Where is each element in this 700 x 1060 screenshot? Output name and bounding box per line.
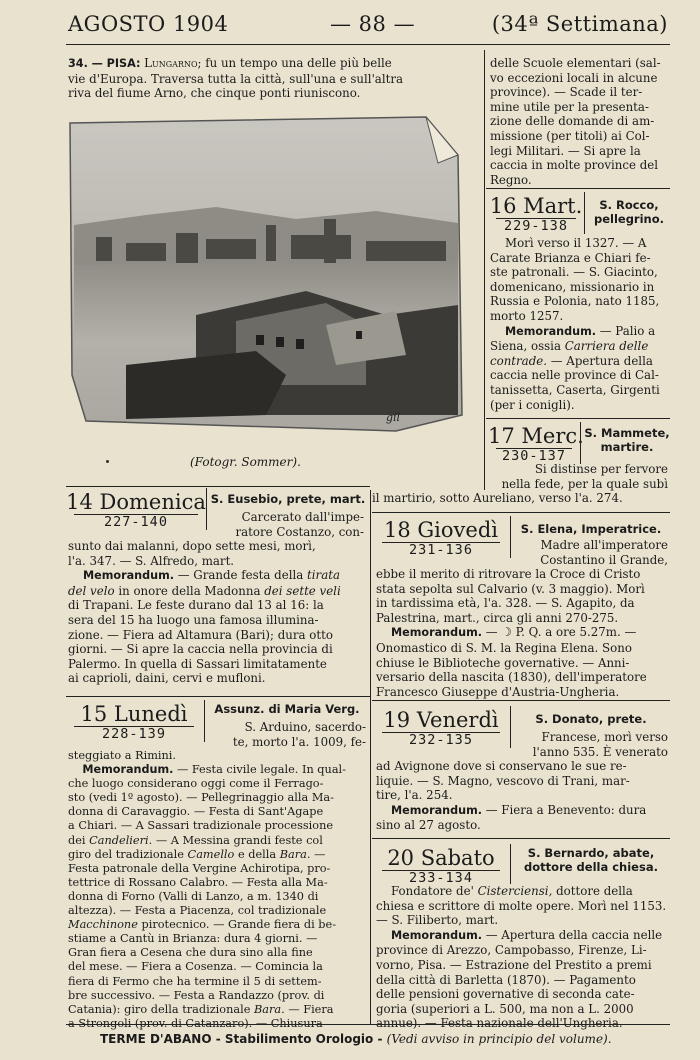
rule-20 (372, 838, 670, 839)
rule-18 (372, 512, 670, 513)
rule-14 (66, 486, 370, 487)
day-14-text-b: sunto dai malanni, dopo sette mesi, morì, l'a. 347. — S. Alfredo, mart. Memorandum. — Grande festa della tirata del velo in onore della Madonna dei sette veli di Trapani. Le feste durano dal 13 al 16: la sera del 15 ha luogo una famosa illumina- zione. — Fiera ad Altamura (Bari); dura otto giorni. — Si apre la caccia nella provincia di Palermo. In quella di Sassari limitatamente ai caprioli, daini, cervi e mufloni. (68, 539, 341, 686)
caption-bullet (106, 460, 109, 463)
day-16-saint: S. Rocco, pellegrino. (593, 198, 665, 226)
page-header (68, 12, 668, 42)
pisa-photograph (66, 115, 466, 435)
day-14-saint: S. Eusebio, prete, mart. (210, 492, 366, 506)
footer-advertisement: TERME D'ABANO - Stabilimento Orologio - (Vedi avviso in principio del volume). (100, 1032, 612, 1046)
day-17-text-a: Si distinse per fervore nella fede, per la quale subì (501, 462, 668, 491)
column-divider-lower (370, 490, 371, 1025)
footer-rule (66, 1024, 670, 1025)
day-18-text-b: ebbe il merito di ritrovare la Croce di Cristo stata sepolta sul Calvario (v. 3 maggio). Morì in tardissima età, l'a. 328. — S. Agapito, da Palestrina, mart., circa gli anni 270-275. Memorandum. — ☽ P. Q. a ore 5.27m. — Onomastico di S. M. la Regina Elena. Sono chiuse le Biblioteche governative. — Anni- versario della nascita (1830), dell'imperatore Francesco Giuseppe d'Austria-Ungheria. (376, 567, 647, 699)
header-month: AGOSTO 1904 (68, 12, 229, 36)
day-15-divider (204, 700, 205, 742)
day-19-text-a: Francese, morì verso l'anno 535. È venerato (532, 730, 668, 759)
day-17-heading: 17 Merc. 230-137 (488, 424, 584, 464)
header-page-number: — 88 — (330, 12, 416, 36)
day-14-heading: 14 Domenica 227-140 (66, 490, 206, 530)
day-20-saint: S. Bernardo, abate, dottore della chiesa. (524, 846, 658, 874)
day-20-text: Fondatore de' Cisterciensi, dottore della chiesa e scrittore di molte opere. Morì nel 1153. — S. Filiberto, mart. Memorandum. — Apertura della caccia nelle province di Arezzo, Campobasso, Firenze, Li- vorno, Pisa. — Estrazione del Prestito a premi della città di Barletta (1870). — Pagamento delle pensioni governative di seconda cate- goria (superiori a L. 500, ma non a L. 2000 annue). — Festa nazionale dell'Ungheria. (376, 884, 667, 1031)
day-15-saint: Assunz. di Maria Verg. (214, 702, 360, 716)
day-15-heading: 15 Lunedì 228-139 (66, 702, 202, 742)
day-18-saint: S. Elena, Imperatrice. (520, 522, 662, 536)
day-18-heading: 18 Giovedì 231-136 (374, 518, 508, 558)
day-16-text: Morì verso il 1327. — A Carate Brianza e Chiari fe- ste patronali. — S. Giacinto, domenicano, missionario in Russia e Polonia, nato 1185, morto 1257. Memorandum. — Palio a Siena, ossia Carriera delle contrade. — Apertura della caccia nelle province di Cal- tanissetta, Caserta, Girgenti (per i conigli). (490, 236, 660, 412)
article-intro: 34. — PISA: Lungarno; fu un tempo una delle più belle vie d'Europa. Traversa tutta la città, sull'una e sull'altra riva del fiume Arno, che cinque ponti riuniscono. (68, 56, 404, 101)
day-17-text-b: il martirio, sotto Aureliano, verso l'a. 274. (372, 491, 623, 505)
rule-19 (372, 700, 670, 701)
day-19-saint: S. Donato, prete. (535, 712, 647, 726)
day-18-text-a: Madre all'imperatore Costantino il Grande, (540, 538, 668, 567)
day-16-divider (584, 192, 585, 234)
day-19-divider (510, 706, 511, 748)
right-top-text: delle Scuole elementari (sal- vo eccezioni locali in alcune province). — Scade il ter- mine utile per la presenta- zione delle domande di am- missione (per titoli) ai Col- legi Militari. — Si apre la caccia in molte province del Regno. (490, 56, 661, 187)
day-16-heading: 16 Mart. 229-138 (489, 194, 583, 234)
rule-17 (486, 418, 670, 419)
day-14-divider (206, 488, 207, 530)
day-15-text-b: steggiato a Rimini. Memorandum. — Festa civile legale. In qual- che luogo considerano oggi come il Ferrago- sto (vedi 1º agosto). — Pellegrinaggio alla Ma- donna di Caravaggio. — Festa di Sant'Agape a Chiari. — A Sassari tradizionale processione dei Candelieri. — A Messina grandi feste col giro del tradizionale Camello e della Bara. — Festa patronale della Vergine Achirotipa, pro- tettrice di Rossano Calabro. — Festa alla Ma- donna di Forno (Valli di Lanzo, a m. 1340 di altezza). — Festa a Piacenza, col tradizionale Macchinone pirotecnico. — Grande fiera di be- stiame a Cantù in Brianza: dura 4 giorni. — Gran fiera a Cesena che dura sino alla fine del mese. — Fiera a Cosenza. — Comincia la fiera di Fermo che ha termine il 5 di settem- bre successivo. — Festa a Randazzo (prov. di Catania): giro della tradizionale Bara. — Fiera a Strongoli (prov. di Catanzaro). — Chiusura (68, 749, 346, 1030)
photo-caption: (Fotogr. Sommer). (190, 455, 301, 469)
day-19-heading: 19 Venerdì 232-135 (383, 708, 499, 748)
photo-signature: gil (386, 411, 401, 424)
day-15-text-a: S. Arduino, sacerdo- te, morto l'a. 1009, fe- (232, 720, 366, 749)
day-20-heading: 20 Sabato 233-134 (374, 846, 508, 886)
day-19-text-b: ad Avignone dove si conservano le sue re- liquie. — S. Magno, vescovo di Trani, mar- tire, l'a. 254. Memorandum. — Fiera a Benevento: dura sino al 27 agosto. (376, 759, 647, 833)
header-rule (66, 44, 670, 45)
day-17-saint: S. Mammete, martire. (584, 426, 670, 454)
day-20-divider (510, 844, 511, 884)
rule-16 (486, 188, 670, 189)
column-divider-upper (484, 50, 485, 490)
header-week: (34ª Settimana) (491, 12, 668, 36)
day-17-divider (580, 422, 581, 464)
day-18-divider (510, 516, 511, 558)
day-14-text-a: Carcerato dall'impe- ratore Costanzo, con- (235, 510, 364, 539)
rule-15 (66, 696, 370, 697)
